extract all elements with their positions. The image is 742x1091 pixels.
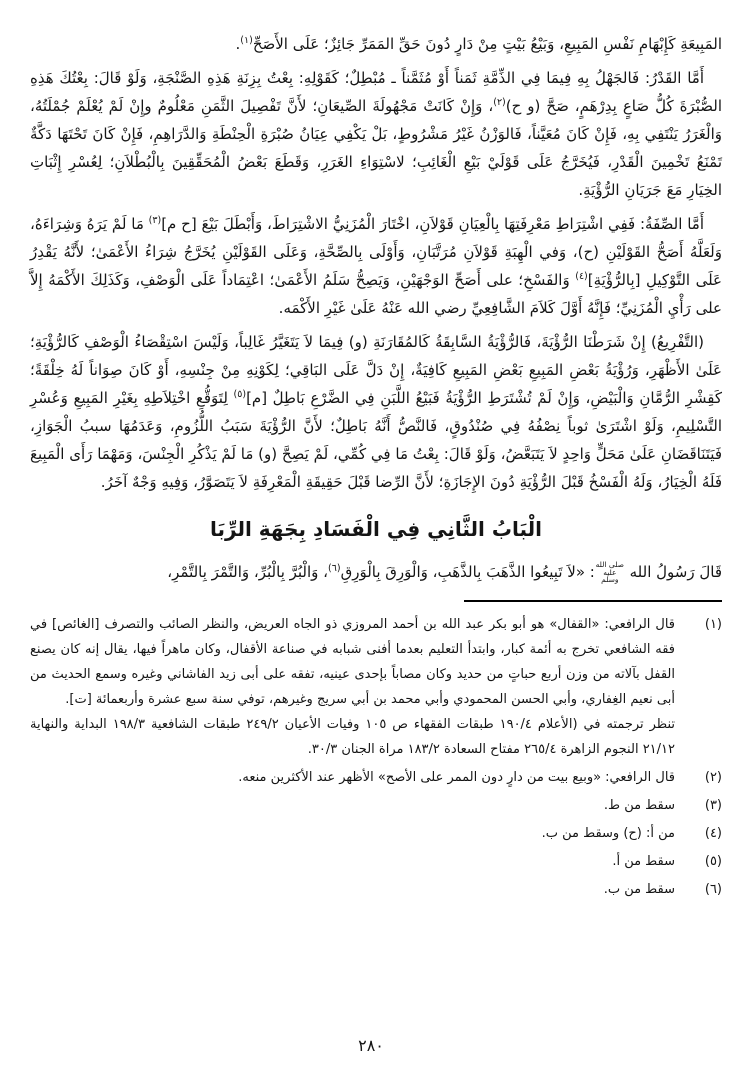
body-paragraph: [30, 30, 722, 58]
footnote-text: [30, 849, 675, 874]
footnote-paragraph: من أ: (ح) وسقط من ب.: [541, 826, 675, 841]
text-run: ، وَإِنْ كَانَتْ مَجْهُولَةَ الصِّيعَانِ؛ لأَنَّ تَفْصِيلَ الثَّمَنِ مَعْلُومٌ وإِنْ لَمْ يُعْلَمْ جُمْلَتُهُ، وَالْغَرَرُ يَنْتَفِي بِهِ، فَإِنْ كَانَ مُعَيَّناً، فَالوَزْنُ غَيْرُ مَشْرُوطٍ، بَلْ يَكْفِي عِيَانُ صُبْرَةِ الْحِنْطَةِ وَالدَّرَاهِمِ، فَإِنْ كَانَ تَحْتَهَا دَكَّةٌ تَمْنَعُ تَخْمِينَ الْقَدْرِ، فَيُخَرَّجُ عَلَى قَوْلَيْ بَيْعِ الْغَائِبِ؛ لاسْتِوَاءِ الغَرَرِ، وَقَطَعَ بَعْضُ الْمُحَقِّقِينَ بِالْبُطْلاَنِ؛ لِعُسْرِ إِثْبَاتِ الخِيَارِ مَعَ جَرَيَانِ الرُّؤْيَةِ.: [30, 97, 722, 199]
footnote-number: (١): [704, 617, 722, 632]
footnote-text: [30, 612, 675, 762]
body-paragraph: [30, 210, 722, 322]
footnote-text: [30, 877, 675, 902]
footnote-number: (٥): [704, 854, 722, 869]
footnote-paragraph: تنظر ترجمته في (الأعلام ١٩٠/٤ طبقات الفقهاء ص ١٠٥ وفيات الأعيان ٢٤٩/٢ طبقات الشافعية ١٩٨/٣ البداية والنهاية ٢١/١٢ النجوم الزاهرة ٢٦٥/٤ مفتاح السعادة ١٨٣/٢ مراة الجنان ٣٠/٣.: [30, 717, 675, 757]
footnote-paragraph: سقط من ط.: [603, 798, 675, 813]
text-run: وَالفَسْخِ؛ على أَصَحِّ الوَجْهَيْنِ، وَيَصِحُّ سَلَمُ الأَعْمَىٰ؛ اعْتِمَاداً عَلَى الْوَصْفِ، وَكَذَلِكَ الأَكْمَهُ إِلاَّ على رَأْيِ الْمُزَنِيِّ؛ فَإِنَّهُ أَوَّلَ كَلاَمَ الشَّافِعِيِّ رضي الله عَنْهُ عَلَىٰ غَيْرِ الأَكْمَه.: [30, 271, 722, 317]
footnote: [30, 765, 722, 790]
footnote-divider: [464, 600, 722, 602]
text-run: ، وَالْبُرَّ بِالْبُرِّ، وَالتَّمْرَ بِالتَّمْرِ،: [167, 563, 329, 581]
footnote: [30, 612, 722, 762]
text-run: (التَّفْرِيعُ) إِنْ شَرَطْنَا الرُّؤْيَةَ، فَالرُّؤْيَةُ السَّابِقَةُ كَالمُقَارَنَةِ (و) فِيمَا لاَ يَتَغَيَّرُ غَالِباً، وَلَيْسَ اسْتِقْصَاءُ الْوَصْفِ كَالرُّؤْيَةِ؛ عَلَىٰ الأَظْهَرِ، وَرُؤْيَةُ بَعْضِ المَبِيعِ بَعْضِ المَبِيعِ كَافِيَةٌ، إِنْ دَلَّ عَلَى البَاقِي؛ لِكَوْنِهِ مِنْ جِنْسِهِ، أَوْ كَانَ صِوَاناً لَهُ خِلْقَةً؛ كَقِشْرِ الرُّمَّانِ وَالْبَيْضِ، وَإِنْ لَمْ تُشْتَرَطِ الرُّؤْيَةُ فَبَيْعُ اللَّبَنِ فِي الضَّرْعِ بَاطِلٌ [م]: [30, 333, 722, 407]
footnote-number: (٤): [704, 826, 722, 841]
footnote-ref: (٣): [148, 215, 162, 226]
chapter-heading: الْبَابُ الثَّانِي فِي الْفَسَادِ بِجَهَةِ الرِّبَا: [209, 517, 543, 541]
footnote-ref: (٦): [328, 563, 341, 574]
body-paragraph: [30, 64, 722, 204]
footnote-ref: (٥): [233, 389, 247, 400]
text-run: المَبِيعَةِ كَإِبْهَامِ نَفْسِ المَبِيعِ، وَبَيْعُ بَيْتٍ مِنْ دَارٍ دُونَ حَقِّ المَمَرِّ جَائِزٌ؛ عَلَى الأَصَحِّ: [252, 35, 722, 53]
footnote-text: [30, 793, 675, 818]
footnote-text: [30, 765, 675, 790]
footnote: [30, 793, 722, 818]
footnote-number: (٣): [704, 798, 722, 813]
footnote-number: (٦): [704, 882, 722, 897]
text-run: لِتَوَقُّعِ اخْتِلاَطِهِ بِغَيْرِ المَبِيعِ وَعُسْرِ التَّسْلِيمِ، وَلَوْ اشْتَرَىٰ ثوباً نِصْفُهُ فِي صُنْدُوقٍ، فَالنَّصُّ أَنَّهُ بَاطِلٌ؛ لأَنَّ الرُّؤْيَةَ سَبَبُ اللُّزُومِ، وَعَدَمُهَا سببُ الْجَوَازِ، فَيَتَنَاقَضَانِ عَلَىٰ مَحَلٍّ وَاحِدٍ لاَ يَتَبَعَّضُ، وَلَوْ قَالَ: بِعْتُ مَا فِي كُمِّي، لَمْ يَصِحَّ (و) مَا لَمْ يَذْكُرِ الْجِنْسَ، وَمَهْمَا رَأَى الْمَبِيعَ فَلَهُ الْخِيَارُ، وَلَهُ الْفَسْخُ قَبْلَ الرُّؤْيَةِ دُونَ الإِجَازَةِ؛ لأَنَّ الرِّضا قَبْلَ حَقِيقَةِ الْمَعْرِفَةِ لاَ يَتَصَوَّرُ، وَفِيهِ وَجْهٌ آخَرُ.: [30, 389, 722, 491]
body-paragraph: [30, 328, 722, 496]
footnote-number: (٢): [704, 770, 722, 785]
main-text-upper: [30, 30, 722, 496]
footnote-paragraph: قال الرافعي: «وبيع بيت من دارٍ دون الممر على الأصح» الأظهر عند الأكثرين منعه.: [238, 770, 675, 785]
body-paragraph: [30, 558, 722, 586]
text-run: قَالَ رَسُولُ الله: [624, 563, 722, 581]
footnote: [30, 877, 722, 902]
footnote-ref: (٤): [575, 271, 588, 282]
footnote-paragraph: سقط من أ.: [612, 854, 675, 869]
page-number: ٢٨٠: [358, 1036, 384, 1055]
prophet-honorific: صلى الله عليه وسلم: [595, 559, 625, 585]
footnote-paragraph: قال الرافعي: «القفال» هو أبو بكر عبد الله بن أحمد المروزي ذو الجاه العريض، والنظر الصائب والتصرف [الغائص] في فقه الشافعي تخرج به أئمة كبار، وابتدأ التعليم بعدما أفنى شبابه في صناعة الأقفال، وكان ماهراً فيها، يقال إنه كان يصنع القفل بآلاته من وزن أربع حباتٍ من حديد وكان مصاباً بإحدى عينيه، تفقه على أبى زيد الفاشاني وغيره وسمع الحديث من أبى نعيم الغِفاري، وأبي الحسن المحمودي وأبي محمد بن أبي سريج وغيرهم، توفي سنة سبع عشرة وأربعمائة [ت].: [30, 617, 675, 707]
footnote-ref: (٢): [493, 97, 506, 108]
text-run: أَمَّا الصِّفَةُ: فَفِي اشْتِرَاطِ مَعْرِفَتِهَا بِالْعِيَانِ قَوْلاَنِ، اخْتَارَ الْمُزَنِيُّ الاشْتِرَاطَ، وَأَبْطَلَ بَيْعَ [ح م]: [161, 215, 704, 233]
footnote-paragraph: سقط من ب.: [603, 882, 675, 897]
text-run: : «لاَ تَبِيعُوا الذَّهَبَ بِالذَّهَبِ، وَالْوَرِقَ بِالْوَرِقِ: [340, 563, 595, 581]
text-run: .: [235, 35, 241, 53]
footnote: [30, 821, 722, 846]
footnote-text: [30, 821, 675, 846]
main-text-hadith: [30, 558, 722, 586]
text-run: أَمَّا القَدْرُ: فَالجَهْلُ بِهِ فِيمَا فِي الذِّمَّةِ ثَمَناً أَوْ مُثَمَّناً ـ مُبْطِلٌ؛ كَقَوْلِهِ: بِعْتُ بِزِنَةِ هَذِهِ الصَّنْجَةِ، وَلَوْ قَالَ: بِعْتُكَ هَذِهِ الصُّبْرَةَ كُلُّ صَاعٍ بِدِرْهَمٍ، صَحَّ (و ح): [30, 69, 722, 115]
footnotes-section: [30, 612, 722, 902]
text-run: مَا لَمْ يَرَهُ وَشِرَاءَهُ، وَلَعَلَّهُ أَصَحُّ القَوْلَيْنِ (ح)، وَفي الْهِبَةِ قَوْلاَنِ مُرَتَّبَانِ، وَأَوْلَى بِالصِّحَّةِ، وَعَلَى القَوْلَيْنِ يُخَرَّجُ شِرَاءُ الأَعْمَىٰ؛ لأَنَّهُ يَقْدِرُ عَلَى التَّوْكِيلِ [بِالرُّؤْيَةِ]: [30, 215, 722, 289]
footnote-ref: (١): [240, 35, 253, 46]
footnote: [30, 849, 722, 874]
